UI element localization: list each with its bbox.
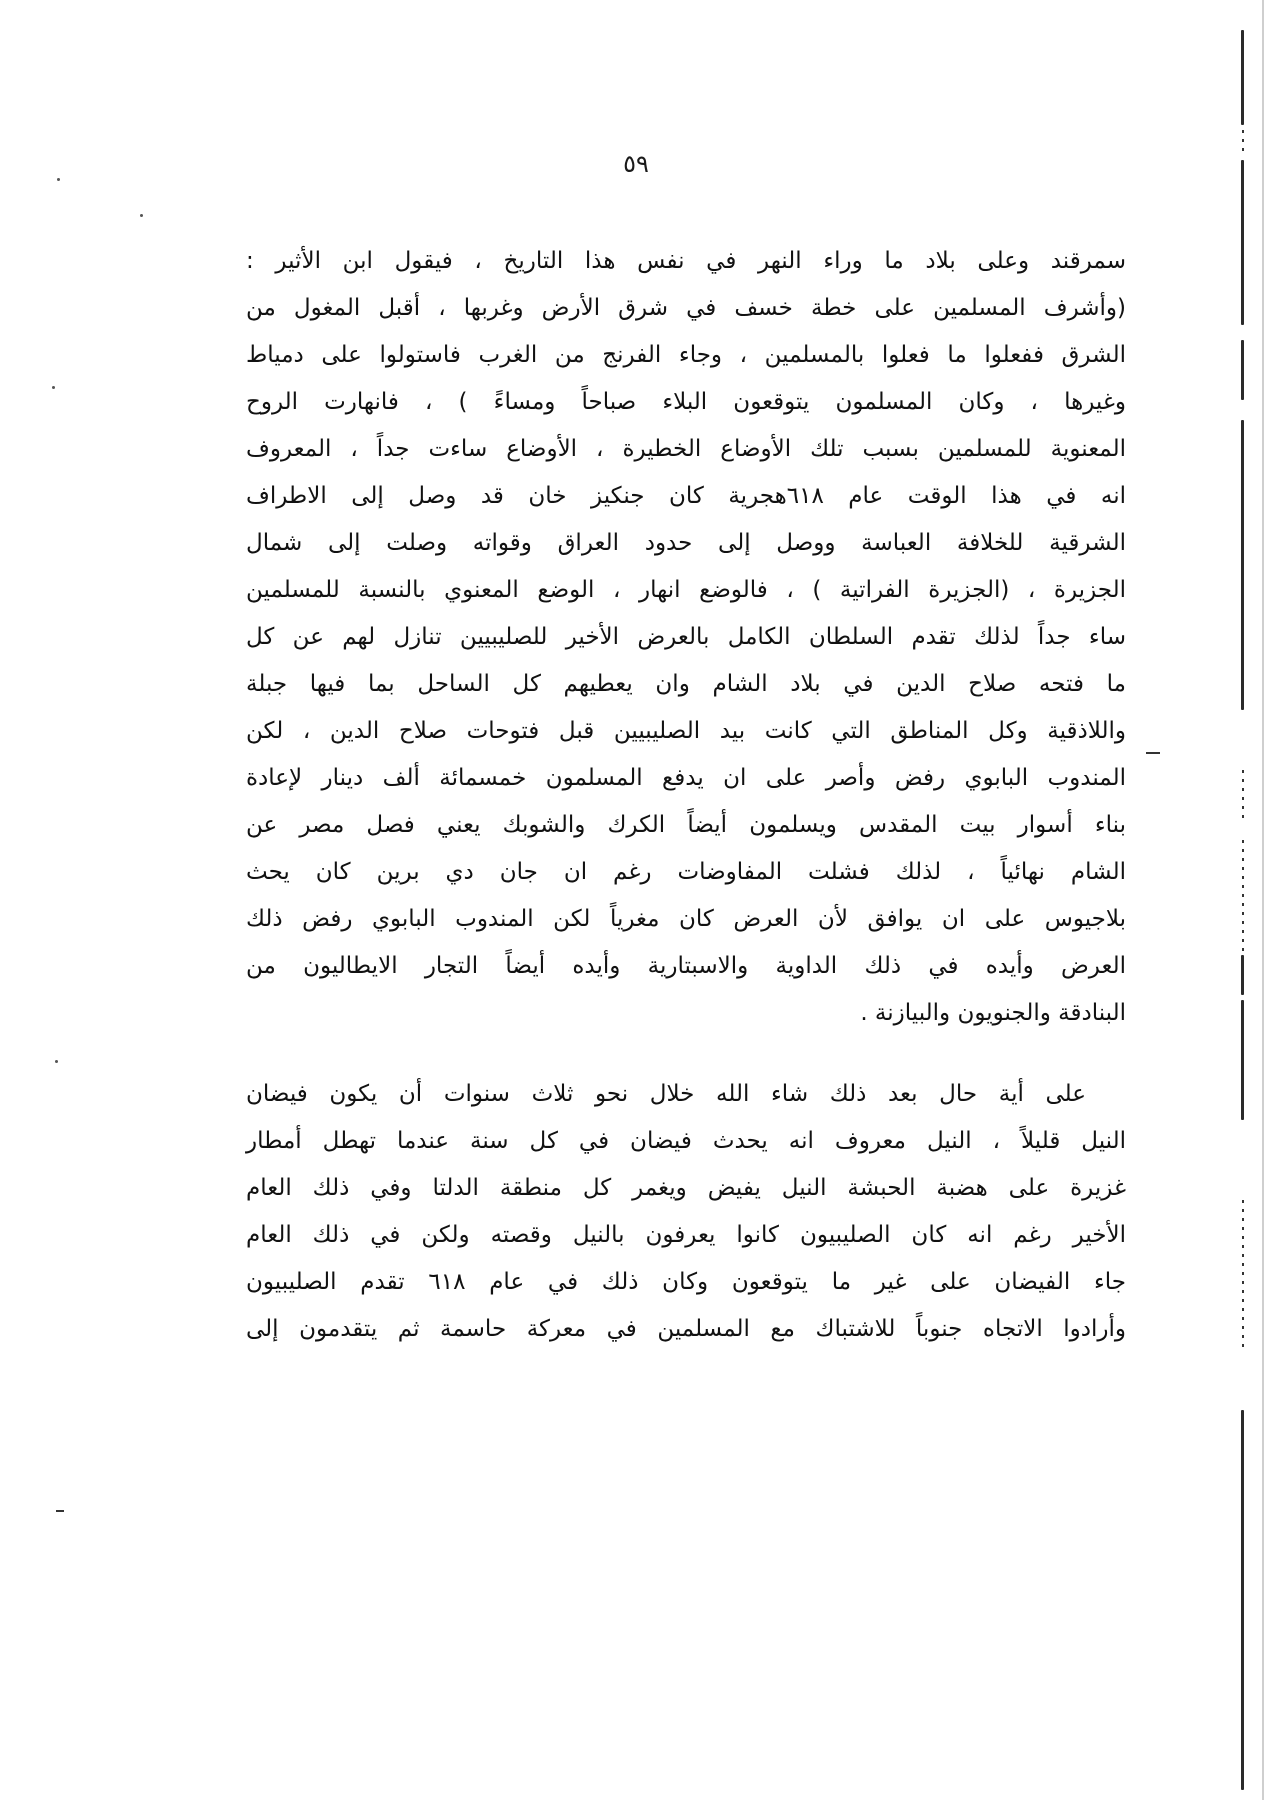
scan-speck xyxy=(57,178,60,181)
scan-edge-line xyxy=(1241,1000,1244,1120)
text-line: وغيرها ، وكان المسلمون يتوقعون البلاء صباحاً ومساءً ) ، فانهارت الروح xyxy=(246,389,1126,415)
scan-mark xyxy=(56,1510,64,1512)
scan-edge-dots xyxy=(1242,770,1244,820)
text-line: انه في هذا الوقت عام ٦١٨هجرية كان جنكيز خان قد وصل إلى الاطراف xyxy=(246,483,1126,509)
text-line: الأخير رغم انه كان الصليبيون كانوا يعرفون بالنيل وقصته ولكن في ذلك العام xyxy=(246,1222,1126,1248)
paragraph-1 xyxy=(246,238,1126,1037)
text-line: بناء أسوار بيت المقدس ويسلمون أيضاً الكرك والشوبك يعني فصل مصر عن xyxy=(246,812,1126,838)
page-border xyxy=(1262,0,1264,1800)
text-line: واللاذقية وكل المناطق التي كانت بيد الصليبيين قبل فتوحات صلاح الدين ، لكن xyxy=(246,718,1126,744)
text-line: الشرقية للخلافة العباسة ووصل إلى حدود العراق وقواته وصلت إلى شمال xyxy=(246,530,1126,556)
text-line: الجزيرة ، (الجزيرة الفراتية ) ، فالوضع انهار ، الوضع المعنوي بالنسبة للمسلمين xyxy=(246,577,1126,603)
scan-edge-dots xyxy=(1242,840,1244,960)
scan-speck xyxy=(140,214,143,217)
scan-edge-line xyxy=(1241,1410,1244,1790)
text-line: غزيرة على هضبة الحبشة النيل يفيض ويغمر كل منطقة الدلتا وفي ذلك العام xyxy=(246,1175,1126,1201)
paragraph-gap xyxy=(246,1037,1126,1071)
text-line: سمرقند وعلى بلاد ما وراء النهر في نفس هذا التاريخ ، فيقول ابن الأثير : xyxy=(246,248,1126,274)
scan-speck xyxy=(55,1060,58,1063)
scan-edge-line xyxy=(1241,30,1244,125)
text-line: وأرادوا الاتجاه جنوباً للاشتباك مع المسلمين في معركة حاسمة ثم يتقدمون إلى xyxy=(246,1316,1126,1342)
text-line: العرض وأيده في ذلك الداوية والاسبتارية وأيده أيضاً التجار الايطاليون من xyxy=(246,953,1126,979)
text-line: المعنوية للمسلمين بسبب تلك الأوضاع الخطيرة ، الأوضاع ساءت جداً ، المعروف xyxy=(246,436,1126,462)
scan-edge-dots xyxy=(1242,130,1244,155)
scan-edge-dots xyxy=(1242,1200,1244,1350)
text-line: جاء الفيضان على غير ما يتوقعون وكان ذلك في عام ٦١٨ تقدم الصليبيون xyxy=(246,1269,1126,1295)
page-number: ٥٩ xyxy=(623,150,649,178)
body-text xyxy=(246,238,1126,1353)
text-line: (وأشرف المسلمين على خطة خسف في شرق الأرض وغربها ، أقبل المغول من xyxy=(246,295,1126,321)
scan-mark xyxy=(1146,752,1160,754)
text-line: المندوب البابوي رفض وأصر على ان يدفع المسلمون خمسمائة ألف دينار لإعادة xyxy=(246,765,1126,791)
text-line: ما فتحه صلاح الدين في بلاد الشام وان يعطيهم كل الساحل بما فيها جبلة xyxy=(246,671,1126,697)
text-line: الشام نهائياً ، لذلك فشلت المفاوضات رغم ان جان دي برين كان يحث xyxy=(246,859,1126,885)
text-line: على أية حال بعد ذلك شاء الله خلال نحو ثلاث سنوات أن يكون فيضان xyxy=(246,1081,1086,1107)
scan-edge-line xyxy=(1241,160,1244,325)
scan-edge-line xyxy=(1241,955,1244,995)
text-line: بلاجيوس على ان يوافق لأن العرض كان مغرياً لكن المندوب البابوي رفض ذلك xyxy=(246,906,1126,932)
text-line: الشرق ففعلوا ما فعلوا بالمسلمين ، وجاء الفرنج من الغرب فاستولوا على دمياط xyxy=(246,342,1126,368)
text-line: النيل قليلاً ، النيل معروف انه يحدث فيضان في كل سنة عندما تهطل أمطار xyxy=(246,1128,1126,1154)
paragraph-2 xyxy=(246,1071,1126,1353)
scan-edge-line xyxy=(1241,340,1244,400)
scan-speck xyxy=(52,386,55,389)
text-line: ساء جداً لذلك تقدم السلطان الكامل بالعرض الأخير للصليبيين تنازل لهم عن كل xyxy=(246,624,1126,650)
text-line: البنادقة والجنويون والبيازنة . xyxy=(860,1000,1126,1026)
scan-edge-line xyxy=(1241,420,1244,710)
